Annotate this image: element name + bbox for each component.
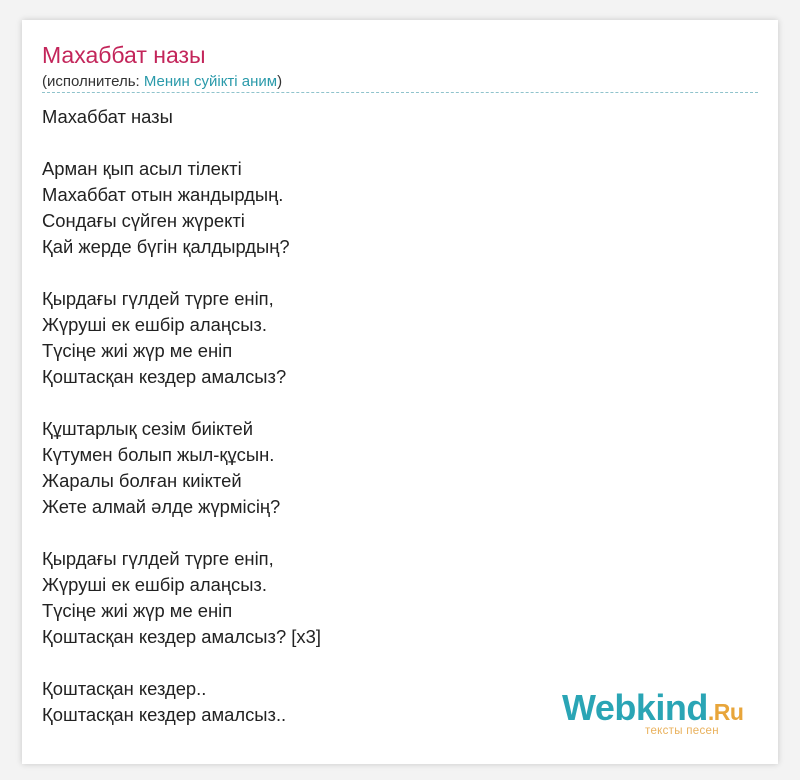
performer-suffix: ): [277, 73, 283, 90]
title-divider: [42, 92, 758, 93]
performer-line: [42, 73, 282, 90]
logo-suffix: .Ru: [707, 699, 744, 725]
logo-main-text: Webkind: [562, 687, 708, 728]
performer-link[interactable]: Менин суйікті аним: [143, 73, 278, 90]
lyrics-text: Махаббат назы Арман қып асыл тілекті Махаббат отын жандырдың. Сондағы сүйген жүректі Қай жерде бүгін қалдырдың? Қырдағы гүлдей түрге еніп, Жүруші ек ешбір алаңсыз. Түсіңе жиі жүр ме еніп Қоштасқан кездер амалсыз? Құштарлық сезім биіктей Күтумен болып жыл-құсын. Жаралы болған киіктей Жете алмай әлде жүрмісің? Қырдағы гүлдей түрге еніп, Жүруші ек ешбір алаңсыз. Түсіңе жиі жүр ме еніп Қоштасқан кездер амалсыз? [x3] Қоштасқан кездер.. Қоштасқан кездер амалсыз..: [42, 106, 321, 725]
site-logo[interactable]: [562, 687, 762, 737]
song-title: Махаббат назы: [42, 42, 206, 68]
performer-prefix: (исполнитель:: [42, 73, 144, 90]
logo-tagline: тексты песен: [645, 725, 719, 737]
lyrics-card: [22, 20, 778, 764]
